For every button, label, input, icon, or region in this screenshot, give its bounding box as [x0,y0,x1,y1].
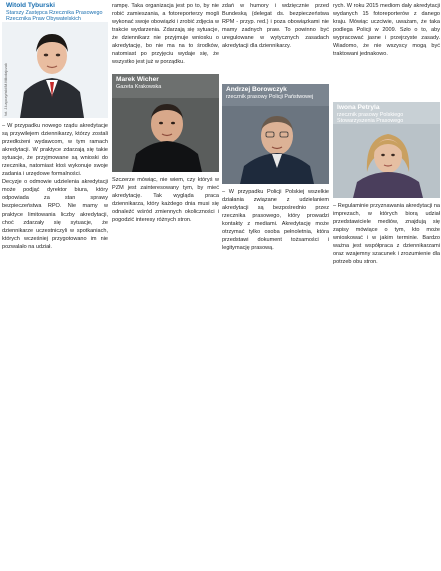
article-text [333,2,440,100]
person-role: Gazeta Krakowska [116,83,162,90]
paragraph: – W przypadku nowego rządu akredytacje są przywilejem dziennikarzy, którzy zostali przedłożeni wydawcom, w tym ramach akredytacji. W praktyce zdarzają się takie sytuacje, że przyjmowane są wnioski do rzecznika, natomiast ktoś wykonuje swoje zadania i urzędowe formalności. [2,123,108,178]
person-role: rzecznik prasowy Polskiego Stowarzyszenia Prasowego [337,111,404,124]
person-role: rzecznik prasowy Policji Państwowej [226,93,314,100]
column-2 [112,0,219,571]
article-text [222,188,329,252]
paragraph: – W przypadku Policji Polskiej wszelkie działania związane z udzielaniem akredytacji są bezpośrednio przez rzecznika prasowego, który prowadzi kontakty z mediami. Akredytację może otrzymać tylko osoba pełnoletnia, która przedstawi dokument tożsamości i legitymację prasową. [222,189,329,252]
paragraph: – Regulaminie przyznawania akredytacji na imprezach, w których biorą udział przedstawiciele mediów, znajdują się zapisy mówiące o tym, kto może wnioskować i w jakim terminie. Bardzo ważna jest współpraca z dziennikarzami oraz wzajemny szacunek i zrozumienie dla potrzeb obu stron. [333,203,440,266]
caption-iwona-petryla [337,104,437,124]
column-1 [2,0,108,571]
article-text [222,2,329,82]
paragraph: rych. W roku 2015 mediom dały akredytacji wydanych 15 fotoreporterów z danego kraju. Mówiąc uczciwie, uważam, że taka podlega Policji w 2009. Szło o to, aby wypracować jasne i przejrzyste zasady. Wiadomo, że nie wszyscy mogą być traktowani jednakowo. [333,3,440,58]
photo-credit: fot. J.Łapczyński/M.Mikołajczak [4,63,8,116]
paragraph: Szczerze mówiąc, nie wiem, czy któryś w PZM jest zainteresowany tym, by mieć akredytację. Tak wygląda praca dziennikarza, który każdego dnia musi się odnaleźć wśród zmiennych okoliczności i pogodzić interesy różnych stron. [112,177,219,224]
person-name: Marek Wicher [116,76,159,83]
person-name: Andrzej Borowczyk [226,86,287,93]
article-text [2,122,108,251]
paragraph: Decyzje o odmowie udzielenia akredytacji może podjąć dyrektor biura, który odpowiada za stan sprawy bezpieczeństwa RPO. Nie mamy w praktyce limitowania liczby akredytacji, choć zdarzały się sytuacje, że dziennikarze uczestniczyli w spotkaniach, których wcześniej przygotowano im nie pozwalało na udział. [2,179,108,250]
article-text [112,176,219,224]
person-role: Starszy Zastępca Rzecznika Prasowego Rzecznika Praw Obywatelskich [6,9,103,22]
column-3 [222,0,329,571]
paragraph: rampę. Taka organizacja jest po to, by nie robić zamieszania, a fotoreporterzy mogli wykonać swoje obowiązki i zrobić zdjęcia w trakcie wydarzenia. Zdarzają się sytuacje, że dziennikarz nie przyjmuje wniosku o akredytację, bo nie ma na to środków, natomiast po przyjęciu wydaje się, że wszystko jest już w porządku. [112,3,219,66]
caption-marek-wicher [116,76,216,90]
caption-andrzej-borowczyk [226,86,326,100]
article-text [112,2,219,72]
column-4 [333,0,440,571]
person-name: Iwona Petryla [337,104,380,111]
caption-witold-tyburski [6,2,108,22]
article-text [333,202,440,266]
person-name: Witold Tyburski [6,2,55,9]
paragraph: zdań w humory i wdzięcznie przed Bundeską (delegat ds. bezpieczeństwa RPM - przyp. red.) i poza obowiązkami nie mamy zadnych praw. To powinno być uregulowane w wytycznych zasadach akredytacji dla dziennikarzy. [222,3,329,50]
